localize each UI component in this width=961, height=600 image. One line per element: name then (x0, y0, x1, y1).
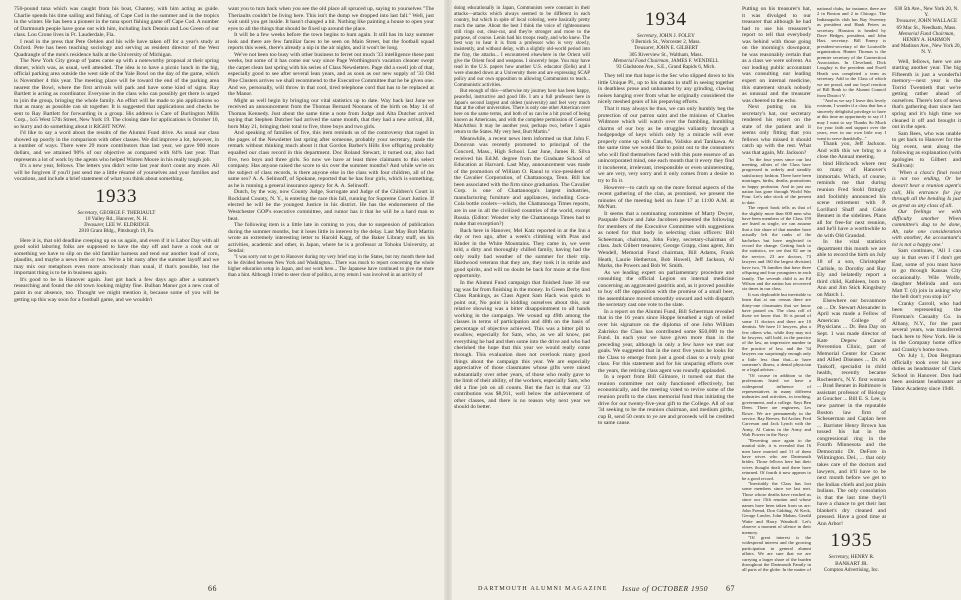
paragraph: Dutch, by the way, now County Judge, Surrogate and Judge of the Children's Court in Rockland County, N. Y., is entering the race this fall, running for Supreme Court Justice. If elected he will be the youngest Justice in his district. He has the endorsement of the Westchester GOP's executive committee, and rumor has it that he will be a hard man to beat. (228, 189, 434, 222)
paragraph: Sam continues, 'All I can say is that even if I don't get East, some of you must have to go through Kansas City occasionally. Wile Wolfe, daughter Melinda and son Matt T. (4) join in asking why the hell don't you stop in?' (892, 248, 961, 301)
paragraph: Next putting on his secretary's hat, our secretary rendered his report on the state of the patient and it seems only fitting that you fellows who missed it should catch up with the rest. What was that again, Mr. Jackson? (742, 104, 811, 157)
paragraph: Elsewhere our bovanmore on ... Dr. Stewart Alexander in April was made a Fellow of American College of Physicians ... Dr. Bea Day on Sept. 1 was made director of Kate Depew Cancer Prevention Clinic, part of Memorial Center for Cancer and Allied Diseases ... Dr. Al Tankoff, specialist in child health, recently became Rochester's, N.Y. first woman ... Brad Bennet in Baltimore is assistant professor of Biology at Goucher ... Bill E. S. Lee, is new partner in the reputable Boston law firm of Scheuerman and Caplan here ... Barrister Henry Brown has tossed his hat in the congressional ring in the Fourth Minnesota and the Democratic Dr. DeFore in Wilmington. Del., ... that only takes care of the doctors and lawyers, and it'll have to be next month before we get to the Indian chiefs and just plain Indians. The only consolation is that the last time they'll have a chance to get their last blanket's dry cleaned and pressed. Have a good time at Ann Arbor! (817, 298, 886, 527)
paragraph: "And as we say I leave this lovely rostrum, I wonder if a class that has a sincerely delightful privilege to have at this time an opportunity to say if I may I want to say Thanks So Much for your faith and support over the years, ever in our own little way I want to serve thankfully..." (817, 97, 886, 141)
right-column-3 (742, 6, 961, 578)
paragraph: "Reverting once again to the marital side, it is revealed that 16 men have married and 11 of them have wives who are Dartmouth brides. Those fellows here but their wives thought dealt and there have returned. Of fourth it now appears to be a good record. (742, 437, 811, 481)
paragraph: It seems that a nominating committee of Marty Dwyer, Pasquale Dacre and Jake Jacobsen presented the following for members of the Executive Committee with suggestions as noted for that body in selecting class officers: Bill Scheerman, chairman, John Foley, secretary-chairman of class. Jack Gilbert treasurer, George Grapp, class agent, Jim Wendell, Memorial Fund chairman, Bill Adams, Frank Heath, Laurie Hetherton, Bob Howell, Jeff Jackson, Al Marks, the Powers and Bob W. Smith. (598, 210, 734, 270)
officer-address: 93 Gladstone Ave., S.E., Grand Rapids 6, Mich. (616, 64, 716, 71)
class-officers (598, 33, 734, 70)
paragraph: Cranky Carroll, who had been representing the Fireman's Casualty Co. in Albany, N.Y., for the past several years, was transferred back here to New York. He is in the Company home office and Cranky's home town. (892, 300, 961, 353)
paragraph: The New York City group of 'pates came up with a noteworthy proposal at their spring dinner, which was, as usual, well attended. The idea is to have a picnic lunch in the big, official parking area outside the west side of the Yale Bowl on the day of the game, which is November 4 this year. The meeting place will be toward the end of the parking area nearest the Bowl, where the first arrivals will park and have some kind of signs. Ray Bartlett is acting as coordinator. Everyone in the class who can possibly get there is urged to join the group, bringing the whole family. An effort will be made to pin applications so that as many as possible can sit together. It is suggested that applications and checks be sent to Ray Bartlett for forwarding in a group. His address is Care of Burlington Mills Corp., 1o5 West 57th Street, New York 19. The closing date for applications is October 10, so hurry and do something about it RIGHT NOW. (14, 58, 219, 130)
paragraph: The following item is a little late in coming to you, due to suspension of publication during the summer months, but it loses little in interest by the delay. Last May Burt Martin wrote an extremely interesting letter to Harold Kagg, of the Baker Library staff, on his activities, academic and other, in Japan, where he is a professor at Tohoku University, at Sendai: (228, 222, 434, 255)
paragraph: I'd like to say a word about the results of the Alumni Fund drive. As usual our class showed up poorly in the comparison with other classes. We did improve a lot, however, in a number of ways. There were 29 more contributors than last year, we gave 900 more dollars, and we attained 90% of our objective as compared with 84% last year. That represents a lot of work by the agents who helped Warren Moore in his really tough job. (14, 130, 219, 163)
paragraph: It will be a few weeks before the town begins to hum again. It still has its lazy summer look and there are few familiar faces to be seen on Main Street, but the football squad reports this week, there's already a nip in the air nights, and it won't be long. (228, 32, 434, 52)
paragraph: Well, fellows, here we are starting another year. The big Fifteenth is just a wonderful memory—next year is the Torrid Twentieth that we're getting rather ahead of ourselves. There's lots of news that's gathering dust since last spring and it's high time we cleaned it off and brought it out in the open. (892, 58, 961, 131)
paragraph: We've not been too busy with other business to ferret out much '33 intelligence these past weeks, but some of it has come our way since Page Worthington's vacation cleaner swept the carpet clean last spring with his series of Class Newsletters. Page did a swell job of that, especially good to see after several lean years, and as soon as our new supply of '33 Old Pine Clusters arrives we shall recommend to the Executive Committee that he be given one. And we, personally, will throw in that cool, tired telephone cord that has to be replaced at the Manor. (228, 51, 434, 98)
officer-address: and Madison Ave., New York 20, N. Y. (892, 43, 961, 56)
officer-role: Secretary, (637, 33, 658, 39)
right-page-number: 67 (726, 584, 735, 593)
officer-name: GEORGE F. THERIAULT (99, 209, 156, 216)
officer-address: 305 Riverview St., Waltham, Mass. (629, 51, 703, 58)
paragraph: They tell me that hope is the Sec who slipped down to his little Unique Pl., up to his shanks in stuff in seeing together in deathless prose and unhaunted by any grinding, clawing noises hanging over from what he originally considered the nicely meshed gears of his prepaving efforts. (598, 73, 734, 106)
paragraph: doing educationally in Japan, Communists were constant in their attacks—attacks which always seemed to be different in each country, but which in spite of local coloring, were basically pretty much the same. About the best I think the voice of righteousness still rings out, clear-cut, and they're stronger and more to the purpose, of course. Lenin had his troops ready, and who knew. The best way to hear it is from a professor who is very slowly, insistently, and without delay, with a slightly old-world period into the fray, the attacks... I encountered elsewhere in the Orient will give the Orient food and weapons. I sincerely hope. You may have read in the U.S. papers how another U.S. educator (Eells) and I were shouted down at a University there and are expressing SCAP policy and our own opposition to allowing Communists to teach... Communistic activities. (454, 6, 590, 88)
paragraph: As we leading expert on parliamentary procedure and consulting the official Legion on internal medicine concerning an aggravated gastritis and, as it proved possible to buy off the opposition with the promise of a small beer, the assemblance moved smoothly onward and with dispatch the secretary cast one vote to the slate. (598, 269, 734, 309)
paragraph: Thank you, Jeff Jackson. And with this we bring to a close the Annual meeting. (817, 141, 886, 161)
paragraph: However—to catch up on the more formal aspects of the recent gathering of the clan, as promised, we present the minutes of the meeting held on June 17 at 11:00 A.M. at McNutt. (598, 184, 734, 211)
paragraph: I read in the press that Pete Oehlen and his wife have taken off for a year's study at Oxford. Pete has been teaching sociology and serving as resident director of the West Quadrangle of the men's residence halls at the University of Michigan. (14, 38, 219, 58)
paragraph: And speaking of families of five, this item reminds us of the controversy that raged in the pages of the Newsletter last spring after someone, probably your secretary, made the remark without thinking much about it that Gordon Barber's Hills live offspring probably equalled our class record in this department. Doc Roland Stewart, it turned out, also had five, two boys and three girls. So now we have at least three claimants to this select company. Has anyone raised the score to six over the summer months? And while we're on the subject of class records, is there anyone else in the class with four children, all of the same sex? A. A. Selinsoff, of Spokane, reported that he has four girls, which is something, as he is running a general insurance agency for A. A. Selinsoff. (228, 130, 434, 189)
paragraph: The report book tells us that of the slightly more than 600 men who have been members of the Class 159 are listed as single, we can assume that a fair share of that number have actually left the ranks of the bachelors but have neglected to record the change. Getting back to the statistics, we see that 82 are in the service, 23 are doctors, 73 lawyers and 160 the largest division) have two, 76 families that have three offspring and four youngsters in each family. The seventh child is an Ed Wilson and the nation has recovered six times in our class. (742, 205, 811, 292)
officer-address: 9 Bernick St., Worcester 2, Mass. (631, 39, 701, 46)
officer-name: JOHN WALLACE (917, 18, 958, 25)
right-column-3-flow (742, 6, 961, 578)
paragraph: Sam Rees, who was unable to get back to Hanover for the big event, sent along the following as explanation (with apologies to Gilbert and Sullivan): (892, 130, 961, 170)
officer-address: 69 Mac St., Needham, Mass. (896, 24, 957, 31)
paragraph: "Inevitably the Class has lost some members since we last met. Those whose deaths have reached us since our 15th reunion and whose names have been taken from us are: John Fremd, Don Gidding, Al Keck, George Lawler, John Mahan, Gerald Waite and Harry Wamhoff. Let's observe a moment of silence in their memory. (742, 480, 811, 535)
paragraph: 750-pound tuna which was caught from his boat, Chantey, with him acting as guide. Charlie spends his time sailing and fishing, of Cape Cod in the summer and in the tropics in the winter. He has been a pioneer in the tuna sport fishing game off Cape Cod. A number of Dartmouth people have gone out with him, including Jack Dennis and Lou Green of our class. Lou Crone lives in Ft. Lauderdale, Fla. (14, 6, 219, 39)
paragraph: It's a new year, fellows. The letters you didn't write last year don't count any more. All will be forgiven if you'll just send me a little résumé of yourselves and your families and vocations, and include a brief statement of what you think about something. (14, 163, 219, 183)
paragraph: "Of course in addition to the professions listed we have a widespread influence of representatives in many different industries and activities, in teaching, government, and a college. Says Ben Deen. There are engineers, Les Rowe. We are permanently in the service. Ray Reeves, Ed Archer, Fred Carveson and Jack Lynch with the Army, Al Cairns in the Army and Walt Powers in the Navy. (742, 372, 811, 438)
magazine-name: DARTMOUTH ALUMNI MAGAZINE (478, 585, 608, 592)
paragraph: In the vital statistics department this month we are able to record the birth on July 18 of a son, Christopher Carlisle, to Dorothy and Ray Ely and belatedly report a third child, Kathleen, born to Ann and Jim Stick Kingsbury on March 1. (817, 239, 886, 298)
right-page (448, 0, 961, 600)
officer-name: JOHN J. FOLEY (659, 33, 695, 39)
class-officers (14, 210, 219, 235)
paragraph: In the Alumni Fund campaign that finished June 30 our tag was far from finishing in the money. In Green Derby and Class Rankings, as Class Agent Sam Hack was quick to point out, No point in kidding ourselves about this, our relative showing was a bitter disappointment to all hands working in the campaign. We wound up 49th among the classes in terms of participation and 48th on the basis of percentage of objective achieved. This was a bitter pill to swallow, especially for Sam, who, as we all know, put everything he had and then some into the drive and who had cherished the hope that this year we would really come through. This evaluation does not overlook many good things about the campaign this year. We are especially appreciative of those classmates whose gifts were raised substantially over other years, of those who really gave to the limit of their ability, of the workers, especially Sam, who did a fine job on all counts. But the fact is that our '33 contribution was $8,911, well below the achievement of other classes, and there is no reason why next year we should do better. (454, 279, 590, 411)
officer-role: Treasurer, (633, 45, 655, 52)
officer-role: Treasurer, (83, 222, 105, 229)
officer-address: 2810 Grant Bldg., Pittsburgh 19, Pa. (78, 228, 155, 235)
officer-name: LEE W. ELDRIDGE (105, 222, 150, 229)
paragraph: Putting on his treasurer's hat, it was divulged to our treasurer that although he had had to use his treasurer's report to tell that everybody was behind with those going on the morning's downpour, he was reasonably certain that as a class we were solvent. As our leading public accountant was consulting our leading expert on internal medicine, this statement struck nobody as unusual and the treasurer was cheered to the echo. (742, 6, 811, 104)
paragraph: On July 1, Don Bergman officially took over his new duties as headmaster of Clark School in Hanover. Don had been assistant headmaster at Tabor Academy since 1948. (892, 353, 961, 392)
officer-role: Treasurer, (895, 18, 917, 25)
paragraph: That it may always be thus, we can only humbly beg the protection of our patron saint and the minions of Charles Widmore which will watch over the fumbling, bumbling charms of our boy as he struggles valiantly through a hodgepodge of keys which only by a miracle will ever properly come up with Catullus, Valisko and Tanikawa. At the same time we would like to point out to the consumers who will find themselves faced with this pure essence of an unincorporated mind, one each month that it every they find it incoherent, irrelevant, irresponsible or even uninteresting, we are very, very sorry and it only comes from a desire to try to fix it. (598, 105, 734, 184)
paragraph: bind Hitchcock where rest so many of Hanover's immortals. Which, of course, reminds me that during reunion Fred Stohl fittingly and foolishly announced his scene retirement with P. Lorillard Shaff and Cokie Bennett in the sidelines. Plans all for free-for next reunion, and he'll have a worthwhile to do with Old Grandad. (817, 160, 886, 239)
column-1-intro (14, 6, 219, 183)
paragraph: Might as well begin by bringing our vital statistics up to date. Way back last June we received an announcement from the Thomas Bernard Noonans of the birth on May 14 of Thomas Kennedy. Just about the same time a note from Judge and Alta Dutcher arrived saying that Stephen Dutcher had arrived the same month, that they had a new arrival, Jill, born May 21, bringing their total to five, three boys and two girls. (228, 97, 434, 130)
paragraph: Meanwhile, a recent news item informed us that John F. Donovan was recently promoted to principal of the Concord, Mass., High School. Last June, James R. Silva received his Ed.M. degree from the Graduate School of Education at Harvard. Last May, announcement was made of the promotion of William O. Raoul to vice-president of the Cavalier Corporation, of Chattanooga, Tenn. Bill has been associated with the firm since graduation. The Cavalier Corp. is one of Chattanooga's largest industries, manufacturing furniture and appliances, including Coca-Cola bottle coolers—which, the Chattanooga Times reports, are in use in all the civilized countries of the world, except Russia. (Editor: Wonder why the Chattanooga Times had to make that exception?) (454, 135, 590, 228)
paragraph: 'When a class's final roost is not too ending, Or he doesn't hear a reunion agent's call, His entrance for joy through all the bending Is just as great as any class of all. (892, 169, 961, 209)
officer-role: Secretary, (77, 209, 99, 216)
officer-role: Secretary, (828, 554, 850, 561)
issue-date: Issue of OCTOBER 1950 (622, 584, 708, 593)
officer-role: Memorial Fund Chairman, (898, 30, 955, 37)
paragraph: Back here in Hanover, Mel Katz reported in at the Inn a day or two ago, after a week's climbing with Pras and Kinder in the White Mountains. They came in, we were told, a dirty and thoroughly chilled family, having had the only really bad weather of the summer for their trip. Hardwood veterans that they are, they took it in stride and good spirits, and will no doubt be back for more at the first opportunity. (454, 227, 590, 280)
paragraph: want you to turn back when you see the old place all spruced up, saying to yourselves "The Theriaults couldn't be living here. This isn't the dump we dropped into last fall." Well, just wait until you get inside. It hasn't changed a bit. Nothing like painting a house to open your eyes to all the things that should be fixed up around the place. (228, 6, 434, 32)
paragraph: "Of great interest is the widespread interest and the growing participation in general alumni affairs. We are sure that we are carrying a larger share of the burden throughout the Dartmouth Family in all parts of the globe. In the matter of national clubs, for instance, there are 2 in Boston and 2 in Chicago. The Indianapolis club has Ray Sweeney as president and Hank Peters as secretary. Houston is headed by Dave Hedges, president, and John Hart, secretary. Bill Emery is president-secretary of the Louisville organization. Hunter Thomas is the premier secretary of the Connecticut Association. In Cleveland, Dick Loughry is the president and Ewell Heath was completed a term as secretary. Add to the Class of which we are proud, and our loyal reaction of Bill Bonk to the Alumni Council from District V. (742, 6, 886, 573)
officer-address: Compton Advertising, Inc. (823, 566, 880, 573)
paragraph: It's good to be in Hanover again. Just got back a few days ago after a summer's researching and found the old town looking mighty fine. Bulban Manor got a new coat of paint in our absence, too. Thought we might mention it, because some of you will be getting up this way soon for a football game, and we wouldn't (14, 276, 219, 303)
officer-address: 630 5th Ave., New York 20, N. Y. (894, 6, 959, 19)
paragraph: In a report from Bill Gilmore, it turned out that the reunion committee not only functioned effectively, but economically, and the meeting voted to revive some of the reunion profit to the class memorial fund thus initiating the drive for our twenty-five-year gift to the College. All of our '34 seeking to be the reunion chairman, and medium girths, cup B, send 50 cents to ye are and proceeds will be credited to same cause. (598, 374, 734, 427)
left-column-1 (14, 6, 219, 578)
class-year-heading: 1933 (95, 185, 138, 207)
paragraph: Our feelings we with difficulty smother When committee's dug to be done, Ah, take one consideration with another, An accountant's lot is not a happy one.' (892, 209, 961, 248)
paragraph: But enough of this—otherwise my journey here has been happy, peaceful, instructive and good life. I am a full professor here in Japan's second largest and oldest (university) and feel very much that at the other universities. There is only one other American over here on the same terms, and both of us can be a bit proud of being known as Americans, and with the complete permission of General MacArthur. It may be another year, perhaps two, before I again return to the States. My very best, Burt Martin." (454, 88, 590, 136)
officer-name: JOHN E. GILBERT (656, 45, 698, 52)
left-page (0, 0, 448, 600)
right-column-1 (454, 6, 590, 578)
officer-name: JAMES F. WENDELL (670, 57, 719, 64)
paragraph: "In the four years since our last meeting, affairs of the Class have progressed in orderly and steadily satisfactory fashion. There have been marriages, births, deaths, promotions in happy profusion. And in just our nation has gone through World War Four. Let's take stock of the present to date. (742, 156, 811, 205)
left-column-2 (228, 6, 434, 578)
class-year-heading: 1934 (645, 9, 687, 30)
left-page-number: 66 (208, 584, 217, 593)
paragraph: In a report on the Alumni Fund, Bill Scheerman revealed that in the 16 years since Hoppe breathed a sigh of relief over his signature on the diploma of one John William Zakrisko the Class has contributed some $50,000 to the Fund. In each year we have given more than in the preceding year, although in only a few have we met our goals. We suggested that in the next five years he looks for the Class to emerge from just a good class to a truly great class. For this statement and for his unsparing efforts over the years, the retiring class agent was roundly applauded. (598, 308, 734, 374)
officer-name: HENRY A. HARMON (902, 37, 951, 44)
right-column-2 (598, 6, 734, 578)
paragraph: It was deplorable but inevitable to learn that at our census there are thirty-one classmates that we know have passed on. The class roll of those we know that. 16 is proud of some 11 doctors and there are 10 dentists. We have 11 lawyers, plus a few others who, while they may not be lawyers, still hold, in the practice of the law, an impressive number in the practice of law, and the '34 lawyers our surprisingly enough only a little less than that—to have someone's illness, a dental physician or a legal adviser... (742, 291, 811, 373)
officer-address: 10 Valley Rd., Hanover, N. H. (85, 215, 148, 222)
officer-role: Memorial Fund Chairman, (613, 57, 670, 64)
paragraph: Here it is, that old deadline creeping up on us again, and even if it is Labor Day with all good solid laboring folks are supposed to have the day off and have a cook out or something we have to slip on the old familiar harness and tend our another load of corn, plaudits, and maybe a news item or two. We're a bit rusty after the summer layoff and we may mix our metaphors even more atrociously than usual, if that's possible, but the important thing is to be in business again. (14, 237, 219, 277)
officer-name: HENRY R. BANKART JR. (835, 554, 875, 567)
paragraph: "I was sorry not to get to Hanover during my very brief stay in the States, but my month there had to be divided between New York and Washington... There was much to report concerning the whole higher education setup in Japan, and our work here... The Japanese have continued to give me more than a hint. Although I tried to steer clear of politics, at my return I was involved in an activity of (228, 254, 434, 278)
class-year-heading: 1935 (830, 530, 873, 552)
